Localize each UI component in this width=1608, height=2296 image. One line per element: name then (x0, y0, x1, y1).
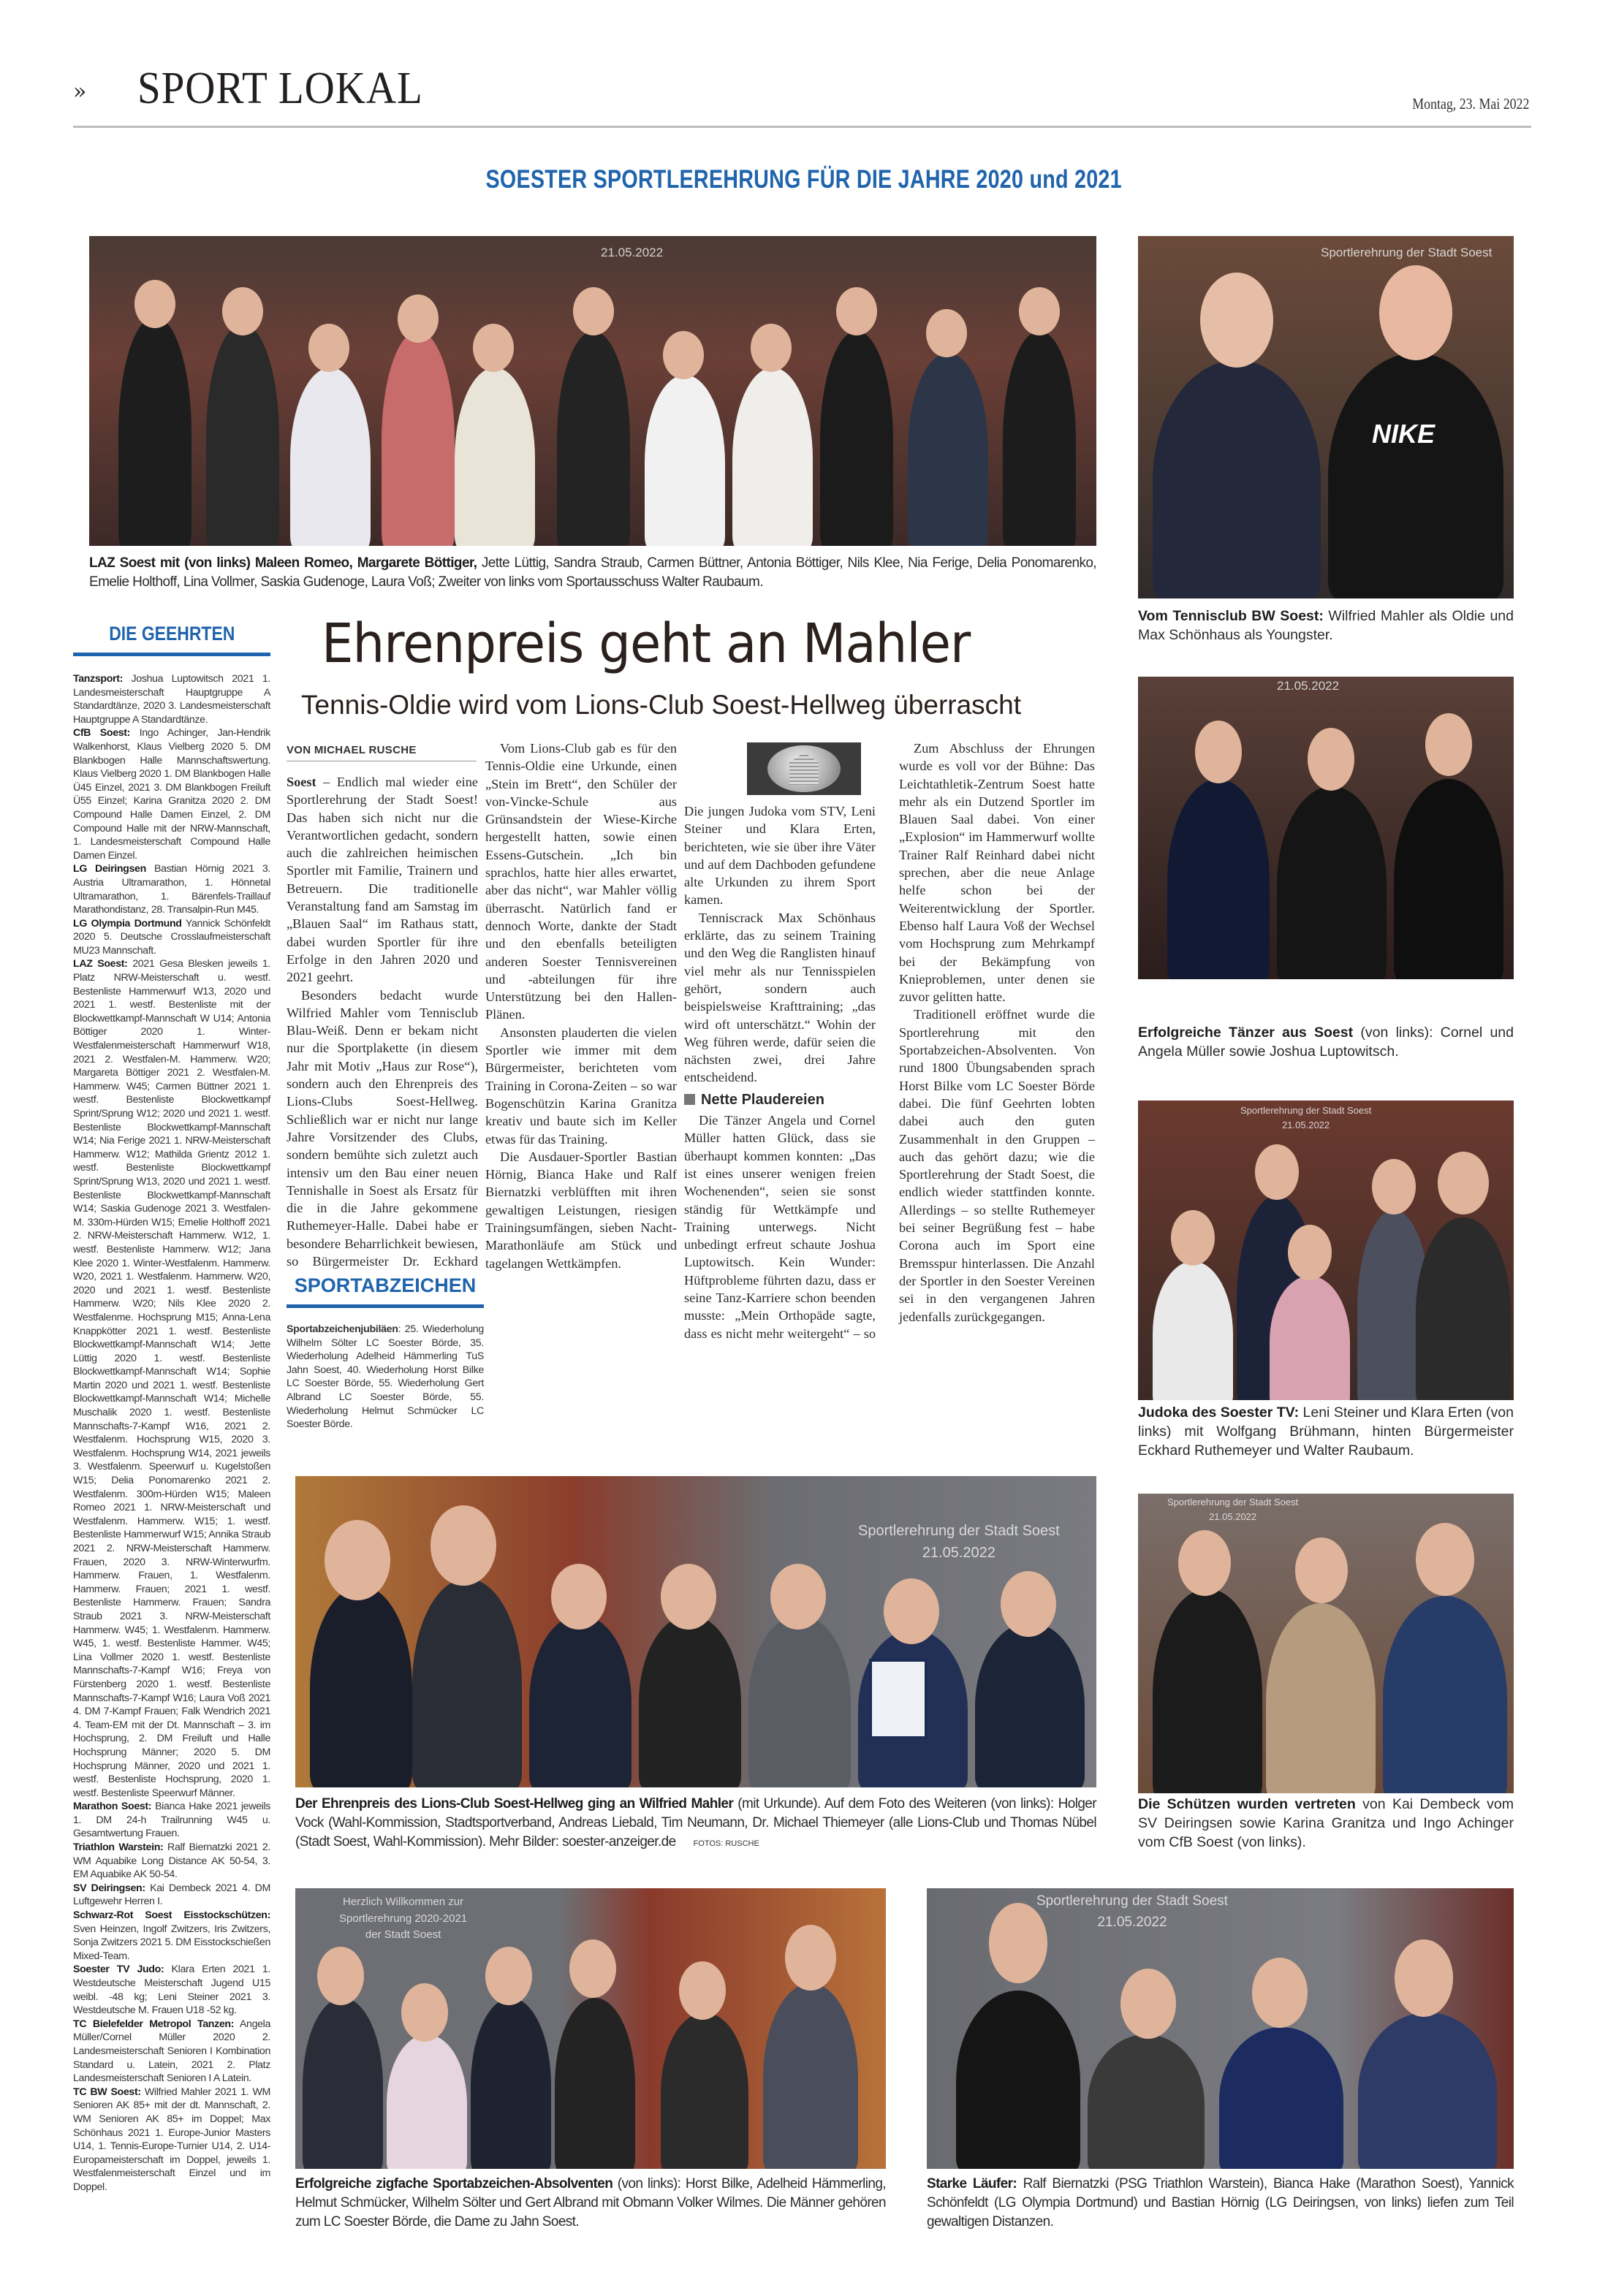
honoree-text: Wilfried Mahler 2021 1. WM Senioren AK 85+ mit der dt. Mannschaft, 2. WM Senioren AK 85+ im Doppel; Max Schönhaus 2021 1. Europe-Junior Masters U14, 1. Tennis-Europe-Turnier U14, 2. U14-Europameisterschaft im Doppel, jeweils 1. Westfalenmeisterschaft Einzel und im Doppel. (73, 2086, 270, 2193)
square-bullet-icon (684, 1094, 695, 1105)
photo-watermark: Herzlich Willkommen zur Sportlerehrung 2020-2021 der Stadt Soest (339, 1896, 468, 1941)
photo-shooters (1138, 1494, 1514, 1793)
photo-credit: FOTOS: RUSCHE (693, 1839, 759, 1848)
photo-caption-lions: Der Ehrenpreis des Lions-Club Soest-Hellweg ging an Wilfried Mahler (mit Urkunde). Auf dem Foto des Weiteren (von links): Holger Vock (Wahl-Kommission, Stadtsportverband, Andreas Liebald, Tim Neumann, Dr. Michael Thiemeyer (alle Lions-Club und Thomas Nübel (Stadt Soest, Wahl-Kommission). Mehr Bilder: soester-anzeiger.de FOTOS: RUSCHE (295, 1796, 1096, 1850)
photo-watermark: 21.05.2022 (1277, 679, 1340, 693)
honoree-text: Klara Erten 2021 1. Westdeutsche Meisterschaft Jugend U15 weibl. -48 kg; Leni Steiner 2021 3. Westdeutsche M. Frauen U18 -52 kg. (73, 1964, 270, 2017)
honoree-entry (73, 1800, 270, 1841)
honoree-text: Ralf Biernatzki 2021 2. WM Aquabike Long Distance AK 50-54, 3. EM Aquabike AK 50-54. (73, 1841, 270, 1881)
section-marker: » (73, 79, 87, 104)
photo-watermark: Sportlerehrung der Stadt Soest (1321, 246, 1493, 259)
honoree-club: LAZ Soest: (73, 958, 128, 970)
honoree-club: Marathon Soest: (73, 1801, 152, 1813)
honoree-entry (73, 957, 270, 1800)
photo-sportabzeichen (295, 1888, 886, 2169)
photo-watermark: Sportlerehrung der Stadt Soest 21.05.2022 (1036, 1893, 1228, 1930)
honoree-text: Bianca Hake 2021 jeweils 1. DM 24-h Trailrunning W45 u. Gesamtwertung Frauen. (73, 1801, 270, 1840)
article-byline: VON MICHAEL RUSCHE (287, 744, 477, 761)
shirt-logo: NIKE (1372, 419, 1436, 449)
photo-laz-soest (89, 236, 1096, 546)
photo-watermark: Sportlerehrung der Stadt Soest 21.05.2022 (858, 1523, 1060, 1561)
photo-judoka (1138, 1101, 1514, 1400)
article-headline: Ehrenpreis geht an Mahler (322, 612, 971, 675)
honoree-entry (73, 1963, 270, 2017)
page-date: Montag, 23. Mai 2022 (1411, 95, 1529, 113)
honoree-text: 2021 Gesa Blesken jeweils 1. Platz NRW-Meisterschaft u. westf. Bestenliste Hammerwurf W13, 2020 und 2021 1. westf. Bestenliste mit der Blockwettkampf-Mannschaft W U14; Antonia Böttiger 2020 1. Winter-Westfalenmeisterschaft Hammerwurf W18, 2021 2. Westfalen-M. Hammerw. W20; Margareta Böttiger 2021 2. Westfalen-M. Hammerw. W45; Carmen Büttner 2021 1. westf. Bestenliste Blockwettkampf Sprint/Sprung W12; 2020 und 2021 1. westf. Bestenliste Blockwettkampf-Mannschaft W14; Nia Ferige 2021 1. NRW-Meisterschaft Hammerw. W12; Mathilda Grientz 2012 1. westf. Bestenliste Blockwettkampf Sprint/Sprung W13, 2020 und 2021 1. westf. Bestenliste Blockwettkampf-Mannschaft W14; Saskia Gudenoge 2021 3. Westfalen-M. 330m-Hürden W15; Emelie Holthoff 2021 2. NRW-Meisterschaft Hammerw. W12, 1. westf. Bestenliste Hammerw. W12; Jana Klee 2020 1. Winter-Westfalenm. Hammerw. W20, 2021 1. Westfalenm. Hammerw. W20, 2020 und 2021 1. westf. Bestenliste Hammerw. W20; Nils Klee 2020 2. Westfalenme. Hochsprung M15; Anna-Lena Knappkötter 2021 1. westf. Bestenliste Blockwettkampf-Mannschaft W14; Jette Lüttig 2020 1. westf. Bestenliste Blockwettkampf-Mannschaft W14; Sophie Martin 2020 und 2021 1. westf. Bestenliste Blockwettkampf-Mannschaft W14; Michelle Muschalik 2020 1. westf. Bestenliste Mannschafts-7-Kampf W16, 2021 2. Westfalenm. Hochsprung W15, 2020 3. Westfalenm. Hochsprung W14, 2021 jeweils 3. Westfalenm. Speerwurf u. Kugelstoßen W15; Delia Ponomarenko 2021 2. Westfalenm. 300m-Hürden W15; Maleen Romeo 2021 1. NRW-Meisterschaft und Westfalenm. Hammerw. W15; 1. westf. Bestenliste Hammerwurf W15; Annika Straub 2021 2. NRW-Meisterschaft Hammerw. Frauen, 2020 3. NRW-Winterwurfm. Hammerw. Frauen, 1. Westfalenm. Hammerw. Frauen; 2021 1. westf. Bestenliste Hammerw. Frauen; Sandra Straub 2021 3. NRW-Meisterschaft Hammerw. W45; 1. Westfalenm. Hammerw. W45, 1. westf. Bestenliste Hammer. W45; Lina Vollmer 2020 1. westf. Bestenliste Mannschafts-7-Kampf W16; Freya von Fürstenberg 2020 1. westf. Bestenliste Mannschafts-7-Kampf W16; Laura Voß 2021 4. DM 7-Kampf Frauen; Falk Wendrich 2021 4. Team-EM mit der Dt. Mannschaft – 3. im Hochsprung, 2. DM Freiluft und Halle Hochsprung Männer; 2020 5. DM Hochsprung Männer, 2020 und 2021 1. westf. Bestenliste Hochsprung, 2020 1. westf. Bestenliste Speerwurf Männer. (73, 958, 270, 1799)
article-paragraph: Besonders bedacht wurde Wilfried Mahler vom Tennisclub Blau-Weiß. Denn er bekam nicht nur die Sportplakette (in diesem Jahr mit Motiv „Haus zur Rose“), sondern auch den Ehrenpreis des Lions-Clubs Soest-Hellweg. Schließlich war er nicht nur lange Jahre Vorsitzender des Clubs, sondern bemühte sich zuletzt auch intensiv um den Bau einer neuen Tennishalle in Soest als Ersatz für die in die Jahre gekommene Ruthemeyer-Halle. Dabei habe er besondere Beharrlichkeit bewiesen, so Bürgermeister Dr. Eckhard (287, 987, 478, 1269)
article-column-1 (287, 773, 478, 1270)
header-rule (73, 126, 1531, 128)
photo-watermark: 21.05.2022 (601, 246, 664, 259)
honoree-club: LG Deiringsen (73, 863, 146, 875)
article-paragraph: Die Ausdauer-Sportler Bastian Hörnig, Bianca Hake und Ralf Biernatzki verblüfften mit ihren gewaltigen Leistungen, riesigen Trainingsumfängen, sieben Nacht-Marathonläufe am Stück und tagelangen Wettkämpfen. (485, 1149, 677, 1271)
honorees-list (73, 672, 270, 2194)
sidebar-heading: DIE GEEHRTEN (108, 623, 235, 645)
article-paragraph: Die jungen Judoka vom STV, Leni Steiner und Klara Erten, berichteten, wie sie über ihre Väter und auf dem Dachboden gefundene alte Urkunden zu ihrem Sport kamen. (684, 804, 876, 908)
article-paragraph: Traditionell eröffnet wurde die Sportlerehrung mit den Sportabzeichen-Absolventen. Von rund 1800 Übungsabenden sprach Horst Bilke vom LC Soester Börde dabei. Die fünf Geehrten lobten dabei auch den guten Zusammenhalt in den Gruppen – auch das gehört dazu; wie die Sportlerehrung der Stadt Soest, die endlich wieder stattfinden konnte. Allerdings – so stellte Ruthemeyer bei seiner Begrüßung fest – habe Corona auch im Sport eine Bremsspur hinterlassen. Die Anzahl der Sportler in den Soester Vereinen sei in den vergangenen Jahren jedenfalls zurückgegangen. (899, 1007, 1095, 1324)
sidebar-rule (73, 653, 270, 656)
certificate-frame (869, 1659, 928, 1739)
photo-tennis (1138, 236, 1514, 598)
honoree-entry (73, 917, 270, 958)
sportabzeichen-heading: SPORTABZEICHEN (294, 1274, 477, 1296)
honoree-club: Tanzsport: (73, 673, 123, 685)
sportabzeichen-text: Sportabzeichenjubiläen: 25. Wiederholung Wilhelm Sölter LC Soester Börde, 35. Wiederholung Adelheid Hämmerling TuS Jahn Soest, 40. Wiederholung Horst Bilke LC Soester Börde, 55. Wiederholung Gert Albrand LC Soester Börde, 55. Wiederholung Helmut Schmücker LC Soester Börde. (287, 1323, 484, 1431)
photo-caption-shooters: Die Schützen wurden vertreten von Kai Dembeck vom SV Deiringsen sowie Karina Granitza und Ingo Achinger vom CfB Soest (von links). (1138, 1796, 1514, 1850)
article-paragraph: Ansonsten plauderten die vielen Sportler wie immer mit dem Bürgermeister, berichteten vom Training in Corona-Zeiten – so war Bogenschützin Karina Granitza kreativ und baute sich im Keller etwas für das Training. (485, 1025, 677, 1147)
honoree-club: Triathlon Warstein: (73, 1841, 164, 1854)
section-title: SPORT LOKAL (137, 64, 423, 113)
photo-dancers (1138, 677, 1514, 979)
photo-caption-tennis: Vom Tennisclub BW Soest: Wilfried Mahler als Oldie und Max Schönhaus als Youngster. (1138, 608, 1514, 643)
sportplakette-image (747, 742, 861, 795)
article-paragraph: Tenniscrack Max Schönhaus erklärte, das zu seinem Training und den Weg die Ranglisten hinauf viel mehr als nur Tennisspielen gehört, sondern auch beispielsweise Krafttraining; „das wird oft unterschätzt.“ Wohin der Weg führen werde, dafür seien die nächsten zwei, drei Jahre entscheidend. (684, 910, 876, 1085)
honoree-entry (73, 1841, 270, 1882)
honoree-entry (73, 1882, 270, 1909)
honoree-text: Yannick Schönfeldt 2020 5. Deutsche Crosslaufmeisterschaft MU23 Mannschaft. (73, 917, 270, 957)
honoree-entry (73, 2086, 270, 2194)
sportabzeichen-rule (287, 1304, 484, 1308)
honoree-club: LG Olympia Dortmund (73, 917, 182, 930)
honoree-club: TC BW Soest: (73, 2086, 141, 2098)
honoree-club: SV Deiringsen: (73, 1882, 145, 1894)
article-column-4 (899, 740, 1095, 1326)
honoree-text: Joshua Luptowitsch 2021 1. Landesmeisterschaft Hauptgruppe A Standardtänze, 2020 3. Landesmeisterschaft Hauptgruppe A Standardtänze. (73, 673, 270, 726)
article-dateline: Soest (287, 775, 316, 789)
photo-caption-laz: LAZ Soest mit (von links) Maleen Romeo, Margarete Böttiger, Jette Lüttig, Sandra Straub, Carmen Büttner, Antonia Böttiger, Nils Klee, Nia Ferige, Delia Ponomarenko, Emelie Holthoff, Lina Vollmer, Saskia Gudenoge, Laura Voß; Zweiter von links vom Sportausschuss Walter Raubaum. (89, 555, 1096, 590)
honoree-entry (73, 1909, 270, 1963)
honoree-entry (73, 672, 270, 726)
photo-caption-judoka: Judoka des Soester TV: Leni Steiner und Klara Erten (von links) mit Wolfgang Brühmann, hinten Bürgermeister Eckhard Ruthemeyer und Walter Raubaum. (1138, 1404, 1514, 1459)
photo-caption-dancers: Erfolgreiche Tänzer aus Soest (von links): Cornel und Angela Müller sowie Joshua Luptowitsch. (1138, 1025, 1514, 1060)
article-subheading: Nette Plaudereien (684, 1091, 876, 1109)
article-paragraph: Die Tänzer Angela und Cornel Müller hatten Glück, dass sie überhaupt kommen konnten: „Das ist eines unserer wenigen freien Wochenenden“, seien sie sonst ständig für Wettkämpfe und Training unterwegs. Nicht unbedingt erfreut schaute Joshua Luptowitsch. Kein Wunder: Hüftprobleme führten dazu, dass er seine Tanz-Karriere schon beenden musste: „Mein Orthopäde sagte, dass es nicht mehr weitergeht“ – so (684, 1113, 876, 1341)
honoree-entry (73, 862, 270, 916)
article-lead: Soest – Endlich mal wieder eine Sportlerehrung der Stadt Soest! Das haben sich nicht nur die Verantwortlichen gedacht, sondern auch die zahlreichen heimischen Sportler mit Familie, Trainern und Betreuern. Die traditionelle Veranstaltung fand am Samstag im „Blauen Saal“ im Rathaus statt, dabei wurden Sportler für ihre Erfolge in den Jahren 2020 und 2021 geehrt. (287, 775, 478, 985)
honoree-club: Soester TV Judo: (73, 1964, 164, 1976)
honoree-club: Schwarz-Rot Soest Eisstockschützen: (73, 1909, 270, 1922)
page-kicker: SOESTER SPORTLEREHRUNG FÜR DIE JAHRE 2020 und 2021 (485, 165, 1123, 194)
honoree-text: Angela Müller/Cornel Müller 2020 2. Landesmeisterschaft Senioren I Kombination Standard u. Latein, 2021 2. Platz Landesmeisterschaft Senioren I A Latein. (73, 2018, 271, 2085)
article-column-3 (684, 802, 876, 1342)
article-column-2 (485, 740, 677, 1272)
honoree-entry (73, 726, 270, 862)
honoree-text: Sven Heinzen, Ingolf Zwitzers, Iris Zwitzers, Sonja Zwitzers 2021 5. DM Eisstockschießen Mixed-Team. (73, 1923, 270, 1962)
honoree-text: Kai Dembeck 2021 4. DM Luftgewehr Herren I. (73, 1882, 271, 1908)
article-paragraph: Vom Lions-Club gab es für den Tennis-Oldie eine Urkunde, einen „Stein im Brett“, den Schüler der von-Vincke-Schule aus Grünsandstein der Wiese-Kirche hergestellt hatten, sowie einen Essens-Gutschein. „Ich bin sprachlos, hatte hier alles erwartet, aber das nicht“, war Mahler völlig überrascht. Natürlich fand er dennoch Worte, dankte der Stadt und den ebenfalls beteiligten anderen Soester Tennisvereinen und -abteilungen für ihre Unterstützung bei den Hallen-Plänen. (485, 741, 677, 1022)
article-subheadline: Tennis-Oldie wird vom Lions-Club Soest-Hellweg überrascht (301, 690, 1022, 720)
honoree-text: Bastian Hörnig 2021 3. Austria Ultramarathon, 1. Hönnetal Ultramarathon, 1. Bärenfels-Traillauf Marathondistanz, 28. Transalpin-Run M45. (73, 863, 270, 916)
photo-watermark: Sportlerehrung der Stadt Soest 21.05.2022 (1240, 1105, 1372, 1130)
photo-lions-club (295, 1476, 1096, 1787)
honoree-club: TC Bielefelder Metropol Tanzen: (73, 2018, 235, 2030)
photo-watermark: Sportlerehrung der Stadt Soest 21.05.2022 (1167, 1497, 1299, 1522)
article-paragraph: Zum Abschluss der Ehrungen wurde es voll vor der Bühne: Das Leichtathletik-Zentrum Soest hatte mehr als ein Dutzend Sportler im Blauen Saal dabei. Von einer „Explosion“ im Hammerwurf wollte Trainer Ralf Reinhard dabei nicht sprechen, aber die neue Anlage helfe schon bei der Weiterentwicklung der Sportler. Ebenso half Laura Voß der Wechsel vom Hochsprung zum Mehrkampf bei der Bekämpfung von Knieproblemen, unter denen sie zuvor gelitten hatte. (899, 741, 1095, 1005)
photo-caption-runners: Starke Läufer: Ralf Biernatzki (PSG Triathlon Warstein), Bianca Hake (Marathon Soest), Yannick Schönfeldt (LG Olympia Dortmund) und Bastian Hörnig (LG Deiringsen, von links) liefen zum Teil gewaltigen Distanzen. (927, 2176, 1514, 2230)
honoree-club: CfB Soest: (73, 727, 131, 740)
photo-caption-sportabzeichen: Erfolgreiche zigfache Sportabzeichen-Absolventen (von links): Horst Bilke, Adelheid Hämmerling, Helmut Schmücker, Wilhelm Sölter und Gert Albrand mit Obmann Volker Wilmes. Die Männer gehören zum LC Soester Börde, die Dame zu Jahn Soest. (295, 2176, 886, 2230)
photo-runners (927, 1888, 1514, 2169)
honoree-text: Ingo Achinger, Jan-Hendrik Walkenhorst, Klaus Vielberg 2020 5. DM Blankbogen Halle Mannschaftswertung. Klaus Vielberg 2020 1. DM Blankbogen Halle Ü45 Einzel, 2021 3. DM Blankbogen Freiluft Ü55 Einzel; Karina Granitza 2020 2. DM Compound Halle Damen Einzel, 2. DM Compound Halle mit der NRW-Mannschaft, 1. Landesmeisterschaft Compound Halle Damen Einzel. (73, 727, 270, 862)
honoree-entry (73, 2018, 270, 2086)
